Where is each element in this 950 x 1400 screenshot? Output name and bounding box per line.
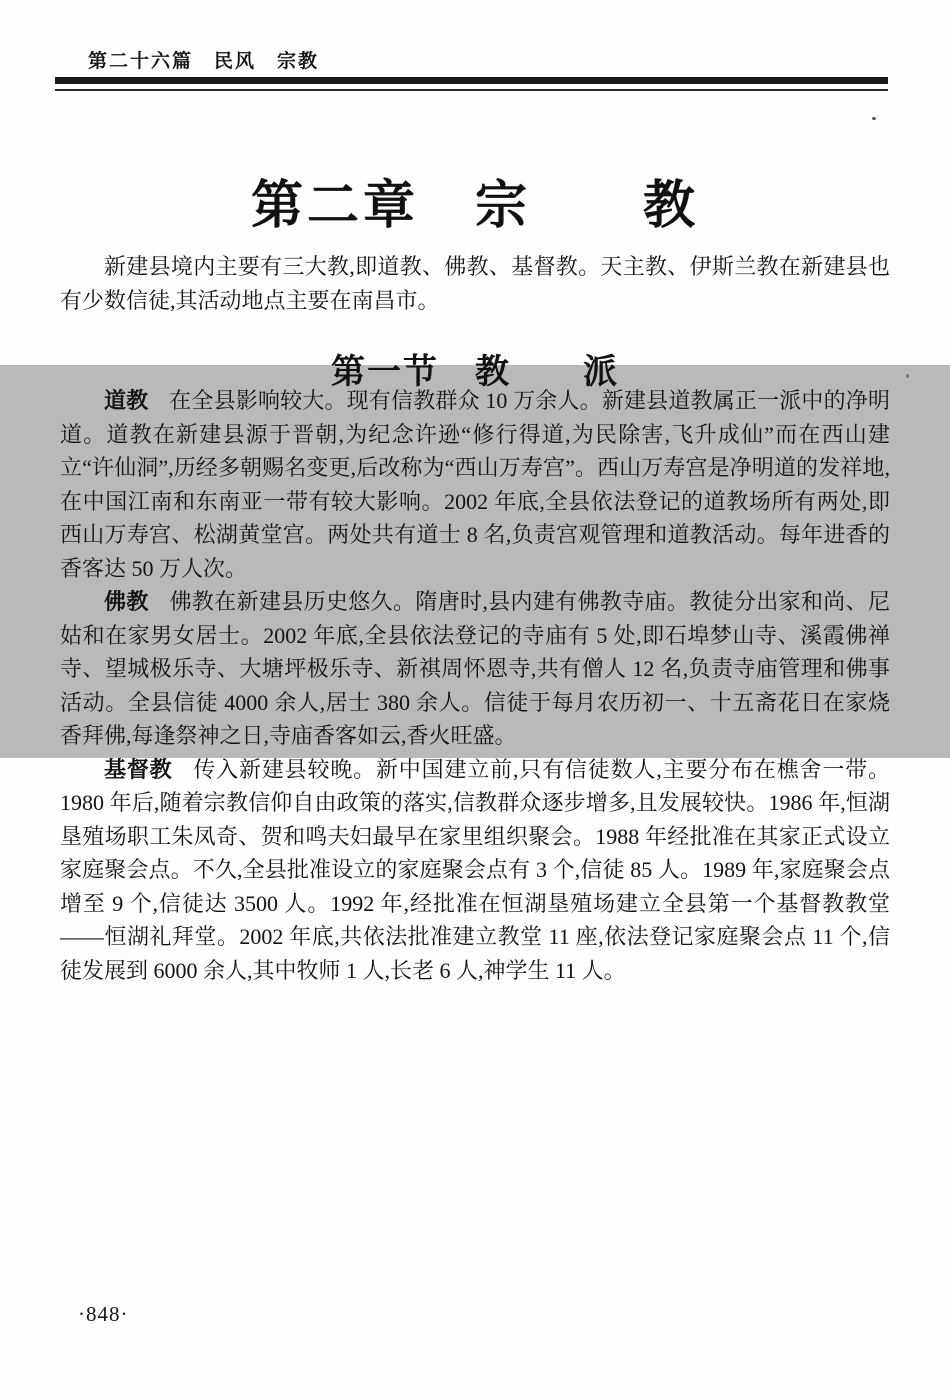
paragraph-term-taoism: 道教 [104, 388, 149, 413]
paragraph-christianity [60, 753, 890, 988]
paragraph-text-christianity: 传入新建县较晚。新中国建立前,只有信徒数人,主要分布在樵舍一带。1980 年后,随着宗教信仰自由政策的落实,信教群众逐步增多,且发展较快。1986 年,恒湖垦殖场职工朱凤奇、贺和鸣夫妇最早在家里组织聚会。1988 年经批准在其家正式设立家庭聚会点。不久,全县批准设立的家庭聚会点有 3 个,信徒 85 人。1989 年,家庭聚会点增至 9 个,信徒达 3500 人。1992 年,经批准在恒湖垦殖场建立全县第一个基督教教堂——恒湖礼拜堂。2002 年底,共依法批准建立教堂 11 座,依法登记家庭聚会点 11 个,信徒发展到 6000 余人,其中牧师 1 人,长老 6 人,神学生 11 人。 [60, 756, 890, 983]
scan-speck-icon [872, 117, 876, 120]
header-rule-thin [55, 89, 888, 91]
scan-speck-icon [906, 374, 909, 378]
paragraph-term-christianity: 基督教 [104, 756, 173, 782]
paragraph-text-taoism: 在全县影响较大。现有信教群众 10 万余人。新建县道教属正一派中的净明道。道教在新建县源于晋朝,为纪念许逊“修行得道,为民除害,飞升成仙”而在西山建立“许仙洞”,历经多朝赐名变更,后改称为“西山万寿宫”。西山万寿宫是净明道的发祥地,在中国江南和东南亚一带有较大影响。2002 年底,全县依法登记的道教场所有两处,即西山万寿宫、松湖黄堂宫。两处共有道士 8 名,负责宫观管理和道教活动。每年进香的香客达 50 万人次。 [60, 388, 890, 581]
running-header-title: 第二十六篇 民风 宗教 [88, 51, 320, 72]
paragraph-text-buddhism: 佛教在新建县历史悠久。隋唐时,县内建有佛教寺庙。教徒分出家和尚、尼姑和在家男女居士。2002 年底,全县依法登记的寺庙有 5 处,即石埠梦山寺、溪霞佛禅寺、望城极乐寺、大塘坪极乐寺、新祺周怀恩寺,共有僧人 12 名,负责寺庙管理和佛事活动。全县信徒 4000 余人,居士 380 余人。信徒于每月农历初一、十五斋花日在家烧香拜佛,每逢祭神之日,寺庙香客如云,香火旺盛。 [60, 589, 890, 748]
header-rule-thick [55, 77, 888, 84]
intro-paragraph: 新建县境内主要有三大教,即道教、佛教、基督教。天主教、伊斯兰教在新建县也有少数信徒,其活动地点主要在南昌市。 [60, 254, 890, 313]
paragraph-term-buddhism: 佛教 [104, 589, 149, 614]
paragraph-taoism [60, 384, 890, 585]
page-number: ·848· [78, 1302, 129, 1326]
paragraph-buddhism [60, 585, 890, 753]
chapter-title: 第二章 宗 教 [250, 177, 699, 235]
section-title: 第一节 教 派 [331, 354, 619, 392]
body-text-block [60, 384, 890, 987]
